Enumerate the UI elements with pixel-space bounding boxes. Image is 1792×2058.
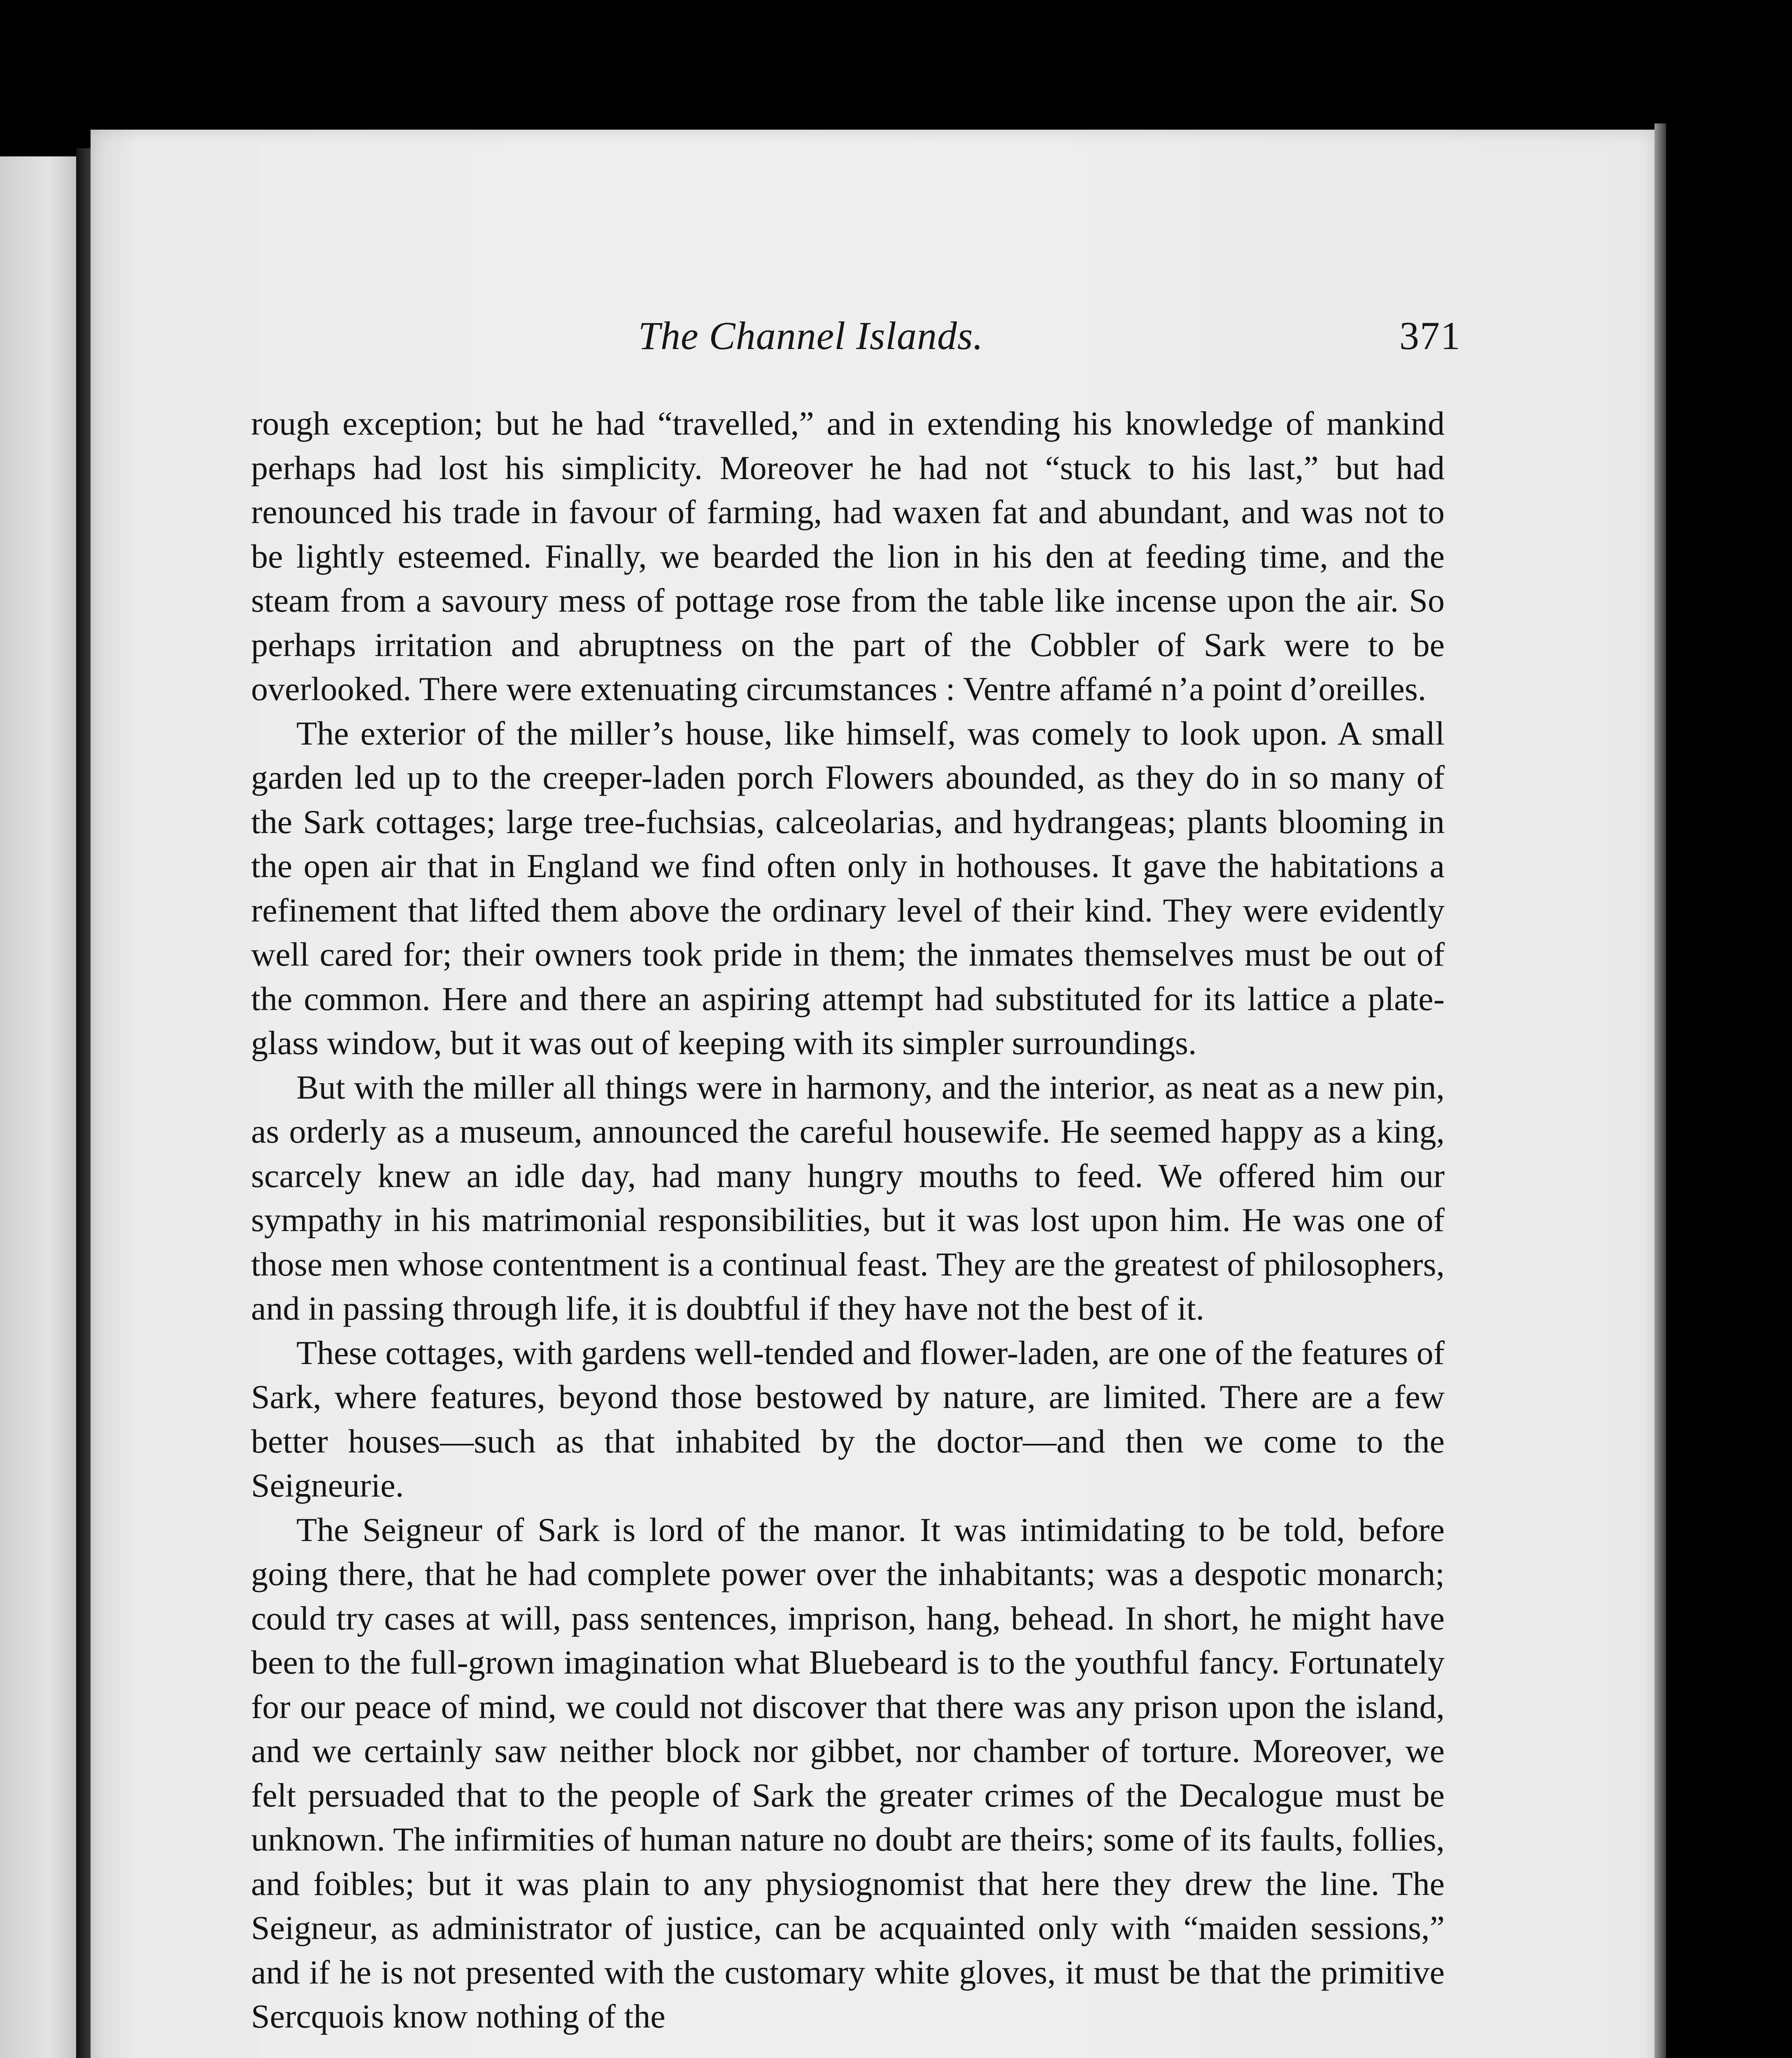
previous-page-edge <box>0 156 82 2058</box>
book-spine-shadow <box>76 148 93 2058</box>
running-head <box>161 313 1461 362</box>
paragraph-continued: rough exception; but he had “travelled,” and in extending his knowledge of mankind perhaps had lost his simplicity. Moreover he had not “stuck to his last,” but had renounced his trade in favour of farming, had waxen fat and abundant, and was not to be lightly esteemed. Finally, we bearded the lion in his den at feeding time, and the steam from a savoury mess of pottage rose from the table like incense upon the air. So perhaps irritation and abruptness on the part of the Cobbler of Sark were to be overlooked. There were extenuating circumstances : Ventre affamé n’a point d’oreilles. <box>251 405 1445 708</box>
paragraph-miller-house: The exterior of the miller’s house, like himself, was comely to look upon. A small garden led up to the creeper-laden porch Flowers abounded, as they do in so many of the Sark cottages; large tree-fuchsias, calceolarias, and hydrangeas; plants blooming in the open air that in England we find often only in hothouses. It gave the habitations a refinement that lifted them above the ordinary level of their kind. They were evidently well cared for; their owners took pride in them; the inmates themselves must be out of the common. Here and there an aspiring attempt had substituted for its lattice a plate-glass window, but it was out of keeping with its simpler surroundings. <box>251 714 1445 1062</box>
page-edge-shadow <box>1655 123 1666 2058</box>
page-number: 371 <box>1399 314 1461 358</box>
paragraph-miller-interior: But with the miller all things were in harmony, and the interior, as neat as a new pin, as orderly as a museum, announced the careful housewife. He seemed happy as a king, scarcely knew an idle day, had many hungry mouths to feed. We offered him our sympathy in his matrimonial responsibilities, but it was lost upon him. He was one of those men whose contentment is a continual feast. They are the greatest of philosophers, and in passing through life, it is doubtful if they have not the best of it. <box>251 1068 1445 1327</box>
paragraph-cottages: These cottages, with gardens well-tended and flower-laden, are one of the features of Sark, where features, beyond those bestowed by nature, are limited. There are a few better houses—such as that inhabited by the doctor—and then we come to the Seigneurie. <box>251 1334 1445 1504</box>
paragraph-seigneur: The Seigneur of Sark is lord of the manor. It was intimidating to be told, before going there, that he had complete power over the inhabitants; was a despotic monarch; could try cases at will, pass sentences, imprison, hang, behead. In short, he might have been to the full-grown imagination what Bluebeard is to the youthful fancy. Fortunately for our peace of mind, we could not discover that there was any prison upon the island, and we certainly saw neither block nor gibbet, nor chamber of torture. Moreover, we felt persuaded that to the people of Sark the greater crimes of the Decalogue must be unknown. The infirmities of human nature no doubt are theirs; some of its faults, follies, and foibles; but it was plain to any physiognomist that here they drew the line. The Seigneur, as administrator of justice, can be acquainted only with “maiden sessions,” and if he is not presented with the customary white gloves, it must be that the primitive Sercquois know nothing of the <box>251 1511 1445 2035</box>
running-title: The Channel Islands. <box>638 314 984 358</box>
body-text <box>251 401 1445 2039</box>
